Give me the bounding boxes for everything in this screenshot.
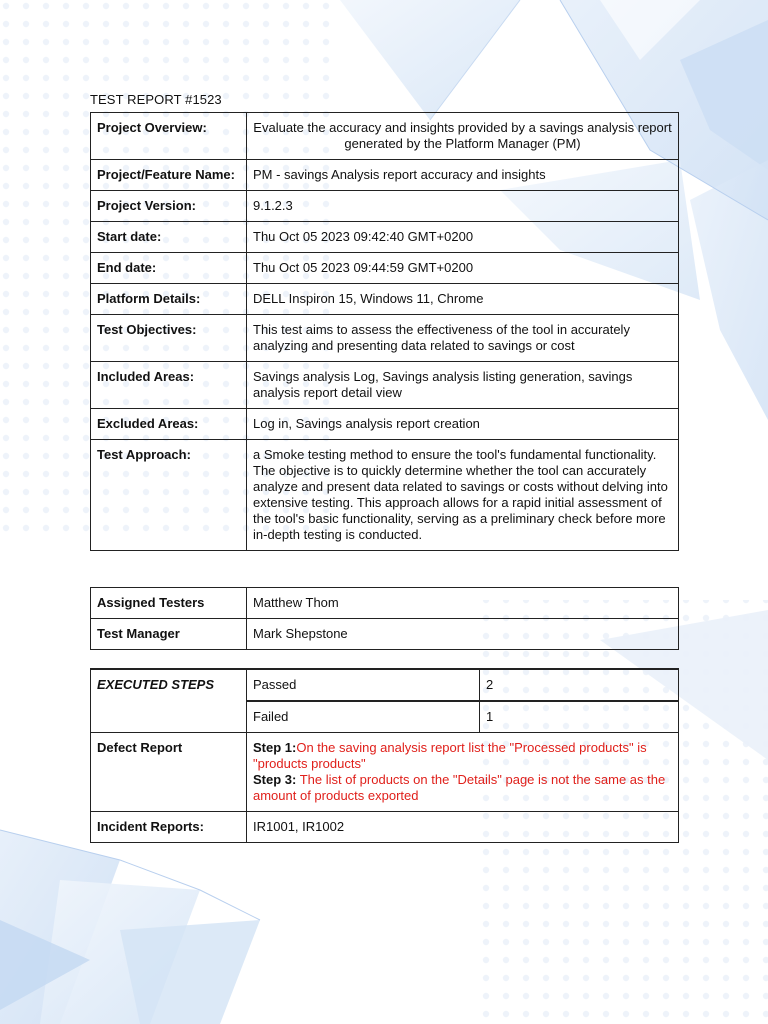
- table-row: [91, 315, 679, 362]
- row-label: Project Version:: [91, 191, 247, 222]
- table-row: [91, 588, 679, 619]
- defect-report-value: [247, 733, 679, 812]
- row-label: Project/Feature Name:: [91, 160, 247, 191]
- results-table: [90, 668, 679, 843]
- table-row: [91, 669, 679, 701]
- row-value: Thu Oct 05 2023 09:42:40 GMT+0200: [247, 222, 679, 253]
- table-row: [91, 222, 679, 253]
- row-value: a Smoke testing method to ensure the tool's fundamental functionality. The objective is to quickly determine whether the tool can accurately analyze and present data related to savings or costs without delving into extensive testing. This approach allows for a rapid initial assessment of the tool's basic functionality, serving as a preliminary check before more in-depth testing is conducted.: [247, 440, 679, 551]
- table-row: [91, 733, 679, 812]
- row-value: Evaluate the accuracy and insights provided by a savings analysis report generated by the Platform Manager (PM): [247, 113, 679, 160]
- row-value: Log in, Savings analysis report creation: [247, 409, 679, 440]
- defect-report-label: Defect Report: [91, 733, 247, 812]
- row-label: Test Approach:: [91, 440, 247, 551]
- incident-reports-value: IR1001, IR1002: [247, 812, 679, 843]
- overview-table: [90, 112, 679, 551]
- defect-step-text: The list of products on the "Details" page is not the same as the amount of products exported: [253, 772, 666, 803]
- passed-label: Passed: [247, 669, 480, 701]
- row-label: Test Manager: [91, 619, 247, 650]
- row-label: Start date:: [91, 222, 247, 253]
- row-label: End date:: [91, 253, 247, 284]
- table-row: [91, 812, 679, 843]
- row-label: Included Areas:: [91, 362, 247, 409]
- row-label: Project Overview:: [91, 113, 247, 160]
- row-value: Matthew Thom: [247, 588, 679, 619]
- table-row: [91, 409, 679, 440]
- people-table: [90, 587, 679, 650]
- row-label: Assigned Testers: [91, 588, 247, 619]
- passed-count: 2: [480, 669, 679, 701]
- failed-label: Failed: [247, 701, 480, 733]
- executed-steps-label: EXECUTED STEPS: [91, 669, 247, 733]
- table-row: [91, 160, 679, 191]
- table-row: [91, 113, 679, 160]
- row-value: 9.1.2.3: [247, 191, 679, 222]
- row-value: PM - savings Analysis report accuracy and insights: [247, 160, 679, 191]
- table-row: [91, 362, 679, 409]
- report-title: TEST REPORT #1523: [90, 92, 222, 107]
- row-value: Thu Oct 05 2023 09:44:59 GMT+0200: [247, 253, 679, 284]
- defect-step-label: Step 1:: [253, 740, 297, 755]
- failed-count: 1: [480, 701, 679, 733]
- row-value: Mark Shepstone: [247, 619, 679, 650]
- row-label: Test Objectives:: [91, 315, 247, 362]
- row-label: Excluded Areas:: [91, 409, 247, 440]
- row-value: DELL Inspiron 15, Windows 11, Chrome: [247, 284, 679, 315]
- table-row: [91, 284, 679, 315]
- defect-step-text: On the saving analysis report list the "Processed products" is "products products": [253, 740, 647, 771]
- row-value: Savings analysis Log, Savings analysis listing generation, savings analysis report detail view: [247, 362, 679, 409]
- table-row: [91, 440, 679, 551]
- row-label: Platform Details:: [91, 284, 247, 315]
- table-row: [91, 253, 679, 284]
- row-value: This test aims to assess the effectiveness of the tool in accurately analyzing and presenting data related to savings or cost: [247, 315, 679, 362]
- table-row: [91, 191, 679, 222]
- table-row: [91, 619, 679, 650]
- defect-step-label: Step 3:: [253, 772, 297, 787]
- incident-reports-label: Incident Reports:: [91, 812, 247, 843]
